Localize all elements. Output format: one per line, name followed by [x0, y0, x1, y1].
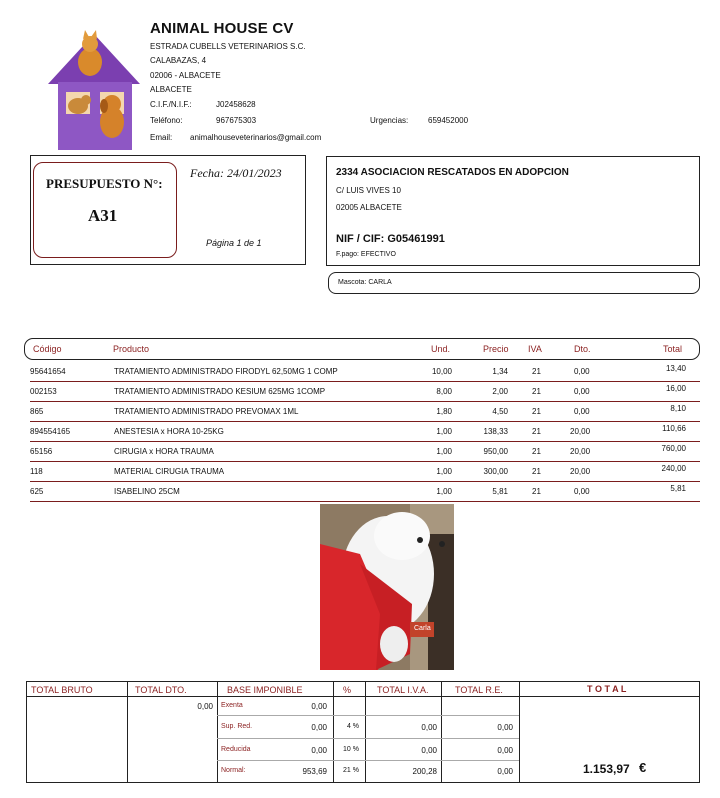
client-name: 2334 ASOCIACION RESCATADOS EN ADOPCION — [336, 167, 569, 178]
sup-red-pct: 4 % — [346, 723, 359, 730]
cell-iva: 21 — [532, 427, 541, 436]
cell-total: 5,81 — [670, 484, 686, 493]
reducida-pct: 10 % — [343, 746, 359, 753]
cell-code: 65156 — [30, 447, 53, 456]
cell-dto: 0,00 — [574, 367, 590, 376]
company-province: ALBACETE — [150, 85, 192, 94]
normal-base: 953,69 — [302, 767, 327, 776]
table-row — [28, 362, 700, 382]
col-precio: Precio — [483, 344, 509, 354]
table-row — [28, 402, 700, 422]
cell-dto: 20,00 — [570, 447, 591, 456]
company-postal-city: 02006 - ALBACETE — [150, 71, 221, 80]
cell-product: CIRUGIA x HORA TRAUMA — [114, 447, 214, 456]
cell-price: 300,00 — [483, 467, 508, 476]
cell-code: 002153 — [30, 387, 57, 396]
sup-red-iva: 0,00 — [421, 723, 437, 732]
cell-code: 118 — [30, 467, 43, 476]
pet-photo — [320, 504, 454, 670]
cell-iva: 21 — [532, 467, 541, 476]
cell-iva: 21 — [532, 487, 541, 496]
cell-price: 138,33 — [483, 427, 508, 436]
exenta-base: 0,00 — [311, 702, 327, 711]
table-row — [28, 422, 700, 442]
cell-code: 894554165 — [30, 427, 71, 436]
cell-dto: 0,00 — [574, 487, 590, 496]
table-row — [28, 462, 700, 482]
reducida-re: 0,00 — [497, 746, 513, 755]
company-phone: 967675303 — [216, 116, 257, 125]
cell-dto: 20,00 — [570, 467, 591, 476]
col-dto: Dto. — [574, 344, 591, 354]
client-street: C/ LUIS VIVES 10 — [336, 186, 401, 195]
cell-iva: 21 — [532, 367, 541, 376]
sup-red-base: 0,00 — [311, 723, 327, 732]
cell-units: 8,00 — [436, 387, 452, 396]
cell-units: 1,00 — [436, 427, 452, 436]
cell-product: TRATAMIENTO ADMINISTRADO PREVOMAX 1ML — [114, 407, 299, 416]
cell-product: ISABELINO 25CM — [114, 487, 180, 496]
col-codigo: Código — [33, 344, 62, 354]
cell-total: 110,66 — [662, 424, 686, 433]
cell-price: 950,00 — [483, 447, 508, 456]
cell-code: 865 — [30, 407, 44, 416]
totals-table — [26, 681, 700, 783]
cell-units: 10,00 — [431, 367, 452, 376]
sup-red-label: Sup. Red. — [221, 723, 253, 730]
urgencias-label: Urgencias: — [370, 116, 409, 125]
cell-total: 8,10 — [670, 404, 686, 413]
company-street: CALABAZAS, 4 — [150, 56, 207, 65]
exenta-label: Exenta — [221, 702, 243, 709]
payment-method: F.pago: EFECTIVO — [336, 251, 396, 258]
cell-iva: 21 — [532, 387, 541, 396]
cell-product: ANESTESIA x HORA 10-25KG — [114, 427, 224, 436]
reducida-iva: 0,00 — [421, 746, 437, 755]
company-phone-label: Teléfono: — [150, 116, 183, 125]
cell-price: 1,34 — [492, 367, 508, 376]
normal-iva: 200,28 — [412, 767, 437, 776]
table-row — [28, 382, 700, 402]
animal-house-logo — [46, 26, 142, 152]
normal-label: Normal: — [221, 767, 246, 774]
cell-code: 95641654 — [30, 367, 66, 376]
cell-total: 13,40 — [665, 364, 686, 373]
quote-page: Página 1 de 1 — [206, 238, 262, 248]
cell-total: 240,00 — [661, 464, 686, 473]
col-producto: Producto — [113, 344, 150, 354]
cell-iva: 21 — [532, 447, 541, 456]
table-row — [28, 442, 700, 462]
total-bruto-header: TOTAL BRUTO — [31, 685, 93, 695]
grand-total: 1.153,97 — [583, 762, 630, 776]
total-iva-header: TOTAL I.V.A. — [377, 685, 429, 695]
total-dto-value: 0,00 — [197, 702, 213, 711]
cell-price: 5,81 — [492, 487, 508, 496]
pet-photo-caption: Carla — [414, 625, 431, 632]
cell-dto: 0,00 — [574, 387, 590, 396]
cell-total: 760,00 — [661, 444, 686, 453]
company-cif: J02458628 — [216, 100, 256, 109]
client-postal-city: 02005 ALBACETE — [336, 203, 402, 212]
cell-iva: 21 — [532, 407, 541, 416]
cell-units: 1,00 — [436, 487, 452, 496]
cell-total: 16,00 — [665, 384, 686, 393]
sup-red-re: 0,00 — [497, 723, 513, 732]
total-re-header: TOTAL R.E. — [455, 685, 503, 695]
company-email-label: Email: — [150, 133, 173, 142]
cell-dto: 20,00 — [570, 427, 591, 436]
items-table-header — [24, 338, 700, 360]
client-nif: NIF / CIF: G05461991 — [336, 233, 445, 245]
cell-units: 1,80 — [436, 407, 452, 416]
cell-product: MATERIAL CIRUGIA TRAUMA — [114, 467, 225, 476]
company-cif-label: C.I.F./N.I.F.: — [150, 100, 192, 109]
currency-symbol: € — [639, 760, 647, 775]
urgencias-phone: 659452000 — [428, 116, 469, 125]
reducida-base: 0,00 — [311, 746, 327, 755]
cell-product: TRATAMIENTO ADMINISTRADO FIRODYL 62,50MG 1 COMP — [114, 367, 338, 376]
col-und: Und. — [431, 344, 451, 354]
company-legal-name: ESTRADA CUBELLS VETERINARIOS S.C. — [150, 42, 306, 51]
total-header: T O T A L — [587, 684, 627, 694]
cell-units: 1,00 — [436, 467, 452, 476]
cell-code: 625 — [30, 487, 44, 496]
base-imponible-header: BASE IMPONIBLE — [227, 685, 303, 695]
cell-price: 4,50 — [492, 407, 508, 416]
reducida-label: Reducida — [221, 746, 251, 753]
cell-product: TRATAMIENTO ADMINISTRADO KESIUM 625MG 1COMP — [114, 387, 326, 396]
total-dto-header: TOTAL DTO. — [135, 685, 187, 695]
pet-name: Mascota: CARLA — [338, 279, 392, 286]
company-name: ANIMAL HOUSE CV — [150, 20, 294, 37]
company-email: animalhouseveterinarios@gmail.com — [190, 133, 322, 142]
col-iva: IVA — [528, 344, 542, 354]
cell-units: 1,00 — [436, 447, 452, 456]
normal-re: 0,00 — [497, 767, 513, 776]
pct-header: % — [343, 685, 352, 695]
quote-date: Fecha: 24/01/2023 — [190, 166, 282, 180]
cell-dto: 0,00 — [574, 407, 590, 416]
normal-pct: 21 % — [343, 767, 359, 774]
table-row — [28, 482, 700, 502]
quote-title: PRESUPUESTO N°: — [46, 176, 163, 191]
cell-price: 2,00 — [492, 387, 508, 396]
quote-number: A31 — [88, 206, 118, 225]
col-total: Total — [663, 344, 683, 354]
